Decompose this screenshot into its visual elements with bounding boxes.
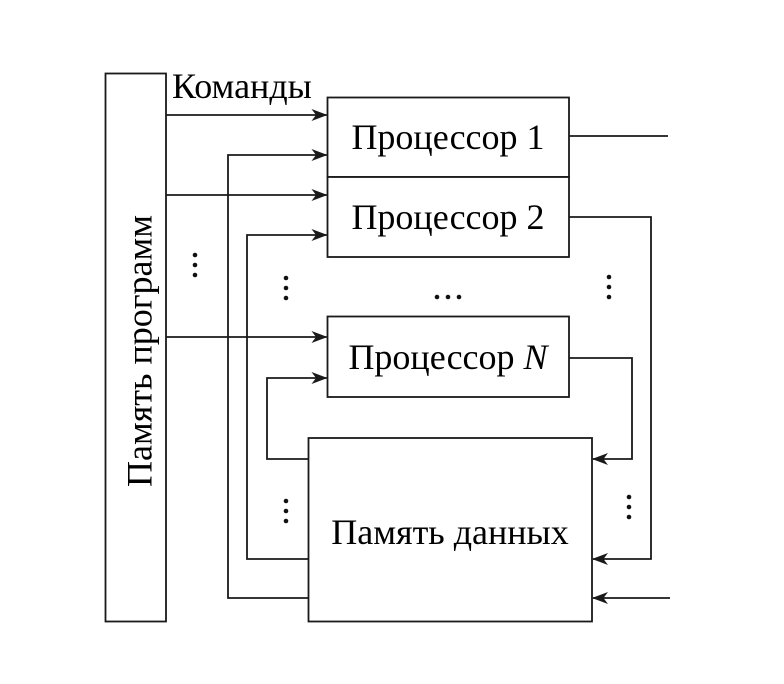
processor-1-label: Процессор 1 xyxy=(351,117,545,157)
ellipsis-dot xyxy=(193,273,198,278)
ellipsis-dot xyxy=(193,253,198,258)
processor-n-label-prefix: Процессор xyxy=(348,337,515,377)
ellipsis-dot xyxy=(193,263,198,268)
ellipsis-dot xyxy=(284,499,289,504)
ellipsis-dot xyxy=(607,285,612,290)
vertical-ellipsis-right-outputs xyxy=(607,275,612,300)
vertical-ellipsis-bottom-left xyxy=(284,499,289,524)
ellipsis-dot xyxy=(627,495,632,500)
ellipsis-dot xyxy=(627,515,632,520)
processor-2-label: Процессор 2 xyxy=(351,197,545,237)
ellipsis-dot xyxy=(607,275,612,280)
ellipsis-dot xyxy=(284,509,289,514)
program-memory-label: Память программ xyxy=(119,214,160,488)
commands-label: Команды xyxy=(172,66,312,106)
vertical-ellipsis-bottom-right xyxy=(627,495,632,520)
ellipsis-dot xyxy=(627,505,632,510)
vertical-ellipsis-left-feedback xyxy=(284,276,289,301)
processor-n-label-variable: N xyxy=(523,337,548,377)
ellipsis-dot xyxy=(284,286,289,291)
horizontal-ellipsis-processors xyxy=(435,295,462,300)
vertical-ellipsis-program-memory xyxy=(193,253,198,278)
ellipsis-dot xyxy=(284,276,289,281)
ellipsis-dot xyxy=(284,519,289,524)
ellipsis-dot xyxy=(607,295,612,300)
ellipsis-dot xyxy=(284,296,289,301)
ellipsis-dot xyxy=(435,295,440,300)
ellipsis-dot xyxy=(457,295,462,300)
data-memory-label: Память данных xyxy=(331,512,569,552)
ellipsis-dot xyxy=(446,295,451,300)
